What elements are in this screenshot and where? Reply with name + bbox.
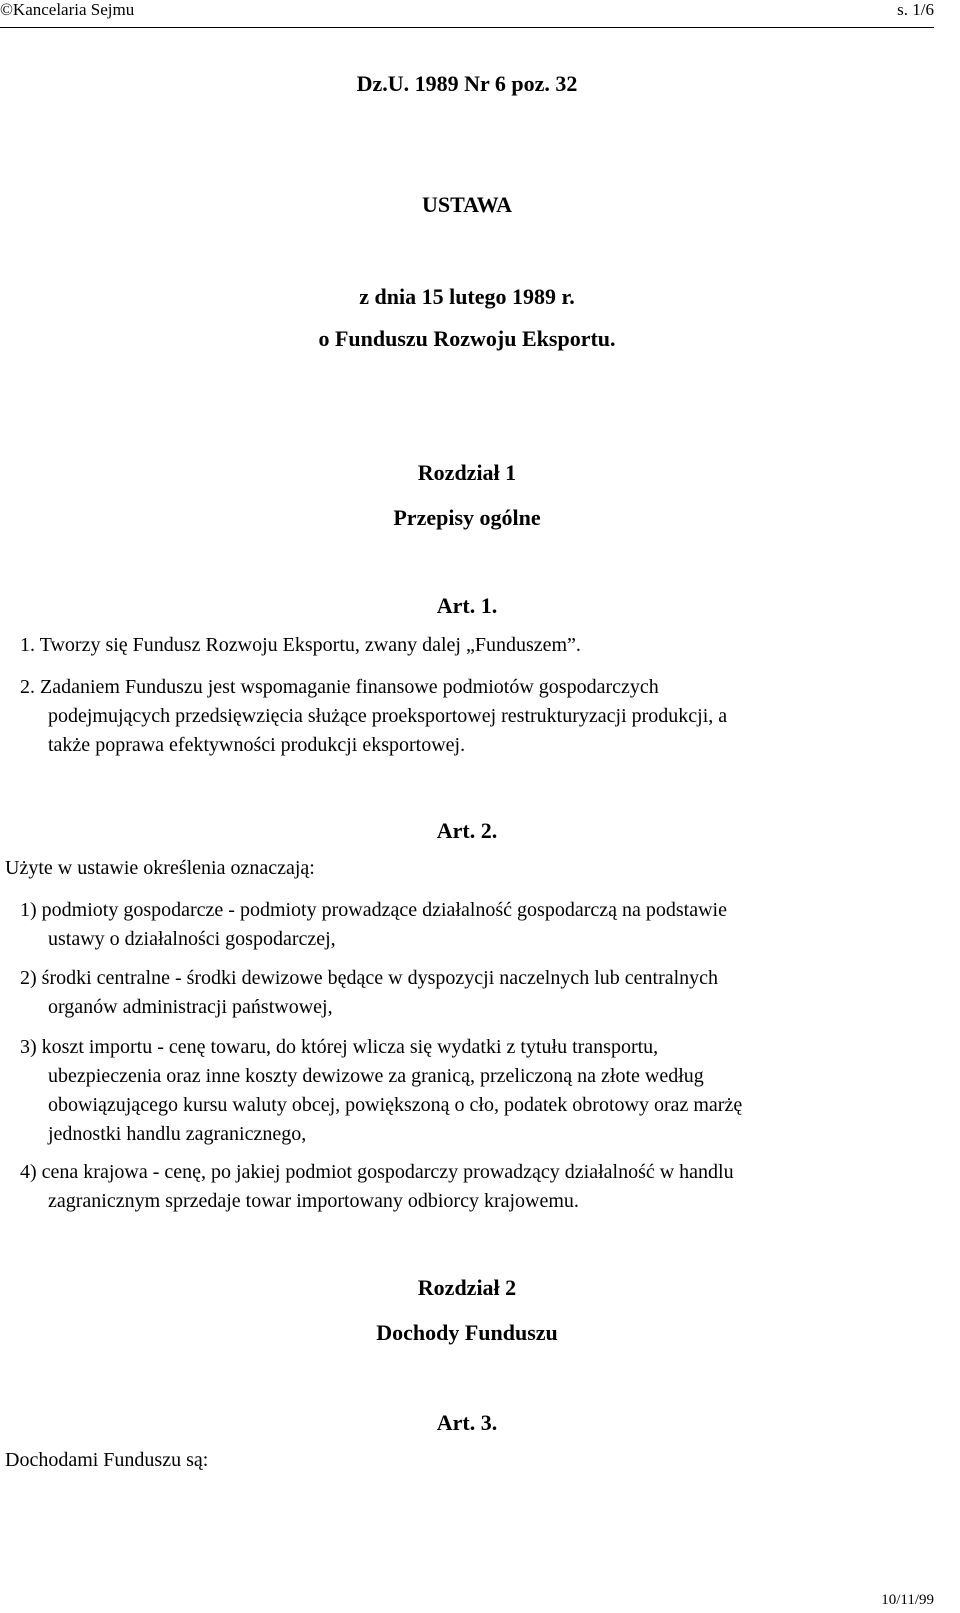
definition-line: 4) cena krajowa - cenę, po jakiej podmiot gospodarczy prowadzący działalność w handlu (20, 1161, 734, 1183)
article-2-heading: Art. 2. (436, 818, 498, 843)
document-type: USTAWA (421, 192, 513, 217)
definition-line: ustawy o działalności gospodarczej, (48, 928, 336, 950)
definition-line: 3) koszt importu - cenę towaru, do której wlicza się wydatki z tytułu transportu, (20, 1036, 659, 1058)
definition-item-4 (20, 1158, 734, 1216)
document-date: z dnia 15 lutego 1989 r. (359, 284, 575, 309)
journal-reference: Dz.U. 1989 Nr 6 poz. 32 (356, 71, 578, 96)
chapter-2-number: Rozdział 2 (417, 1275, 517, 1300)
definition-line: zagranicznym sprzedaje towar importowany odbiorcy krajowemu. (48, 1190, 579, 1212)
footer-date: 10/11/99 (881, 1592, 934, 1608)
chapter-2-title: Dochody Funduszu (376, 1320, 558, 1345)
definition-line: 1) podmioty gospodarcze - podmioty prowadzące działalność gospodarczą na podstawie (20, 899, 727, 921)
article-3-heading: Art. 3. (436, 1410, 498, 1435)
definition-line: 2) środki centralne - środki dewizowe będące w dyspozycji naczelnych lub centralnych (20, 967, 719, 989)
definition-line: obowiązującego kursu waluty obcej, powiększoną o cło, podatek obrotowy oraz marżę (48, 1094, 743, 1116)
chapter-1-number: Rozdział 1 (417, 460, 517, 485)
paragraph-line: 2. Zadaniem Funduszu jest wspomaganie finansowe podmiotów gospodarczych (20, 676, 659, 698)
article-3-intro: Dochodami Funduszu są: (5, 1449, 209, 1471)
header-page-number: s. 1/6 (897, 0, 934, 19)
paragraph-line: także poprawa efektywności produkcji eksportowej. (48, 734, 466, 756)
document-subject: o Funduszu Rozwoju Eksportu. (318, 326, 616, 351)
article-1-heading: Art. 1. (436, 593, 498, 618)
definition-line: jednostki handlu zagranicznego, (48, 1123, 307, 1145)
definition-item-2 (20, 964, 718, 1022)
chapter-1-title: Przepisy ogólne (393, 505, 541, 530)
definition-item-1 (20, 896, 727, 954)
paragraph-line: podejmujących przedsięwzięcia służące proeksportowej restrukturyzacji produkcji, a (48, 705, 728, 727)
article-2-intro: Użyte w ustawie określenia oznaczają: (5, 857, 315, 879)
article-1-paragraph-2 (20, 673, 727, 760)
definition-line: organów administracji państwowej, (48, 996, 333, 1018)
article-1-paragraph-1: 1. Tworzy się Fundusz Rozwoju Eksportu, zwany dalej „Funduszem”. (20, 634, 581, 656)
definition-item-3 (20, 1033, 742, 1149)
header-copyright: ©Kancelaria Sejmu (0, 0, 135, 19)
header-divider (0, 27, 934, 28)
definition-line: ubezpieczenia oraz inne koszty dewizowe za granicą, przeliczoną na złote według (48, 1065, 704, 1087)
